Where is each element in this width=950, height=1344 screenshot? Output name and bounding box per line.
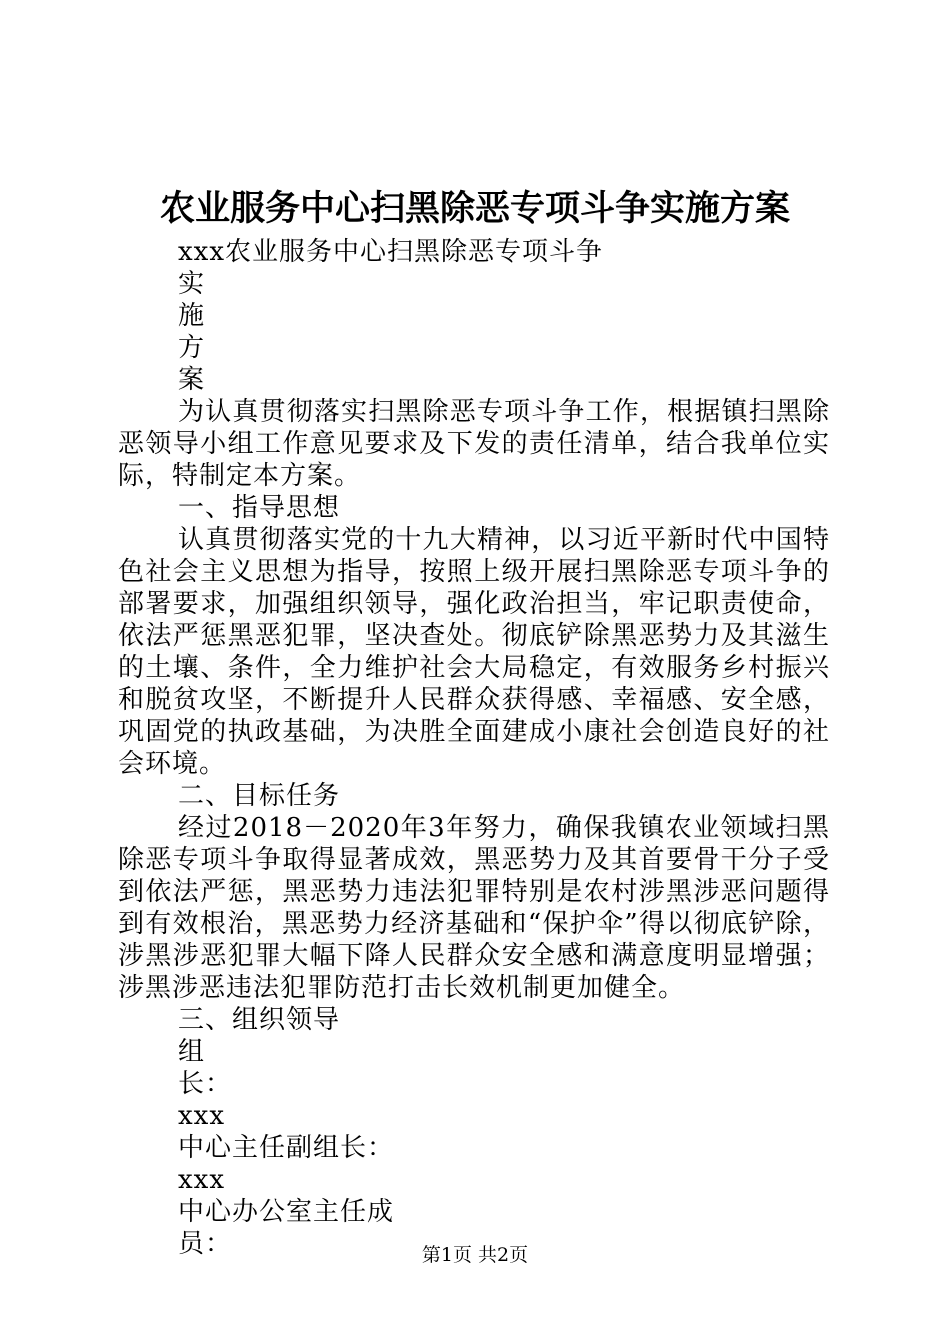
guiding-ideology-paragraph: 认真贯彻落实党的十九大精神，以习近平新时代中国特色社会主义思想为指导，按照上级开展扫黑除恶专项斗争的部署要求，加强组织领导，强化政治担当，牢记职责使命，依法严惩黑恶犯罪，坚决查处。彻底铲除黑恶势力及其滋生的土壤、条件，全力维护社会大局稳定，有效服务乡村振兴和脱贫攻坚，不断提升人民群众获得感、幸福感、安全感，巩固党的执政基础，为决胜全面建成小康社会创造良好的社会环境。 <box>118 525 830 779</box>
objectives-paragraph: 经过2018－2020年3年努力，确保我镇农业领域扫黑除恶专项斗争取得显著成效，黑恶势力及其首要骨干分子受到依法严惩，黑恶势力违法犯罪特别是农村涉黑涉恶问题得到有效根治，黑恶势力经济基础和“保护伞”得以彻底铲除，涉黑涉恶犯罪大幅下降人民群众安全感和满意度明显增强；涉黑涉恶违法犯罪防范打击长效机制更加健全。 <box>118 813 830 1003</box>
org-line: xxx <box>178 1101 225 1131</box>
org-line: xxx <box>178 1165 225 1195</box>
section-heading: 三、组织领导 <box>178 1005 341 1035</box>
org-line: 员： <box>178 1229 233 1259</box>
org-line: 组 <box>178 1037 206 1067</box>
section-heading: 一、指导思想 <box>178 493 341 523</box>
document-title: 农业服务中心扫黑除恶专项斗争实施方案 <box>159 188 790 229</box>
org-line: 中心办公室主任成 <box>178 1197 395 1227</box>
subtitle-char: 方 <box>178 333 206 363</box>
document-body <box>118 236 830 1260</box>
page-footer: 第1页 共2页 <box>421 1244 529 1266</box>
subtitle-char: 案 <box>178 365 206 395</box>
subtitle-char: 施 <box>178 301 206 331</box>
subtitle-line: xxx农业服务中心扫黑除恶专项斗争 <box>178 237 603 267</box>
org-line: 长： <box>178 1069 233 1099</box>
intro-paragraph: 为认真贯彻落实扫黑除恶专项斗争工作，根据镇扫黑除恶领导小组工作意见要求及下发的责任清单，结合我单位实际，特制定本方案。 <box>118 397 830 491</box>
section-heading: 二、目标任务 <box>178 781 341 811</box>
subtitle-char: 实 <box>178 269 206 299</box>
org-line: 中心主任副组长： <box>178 1133 395 1163</box>
